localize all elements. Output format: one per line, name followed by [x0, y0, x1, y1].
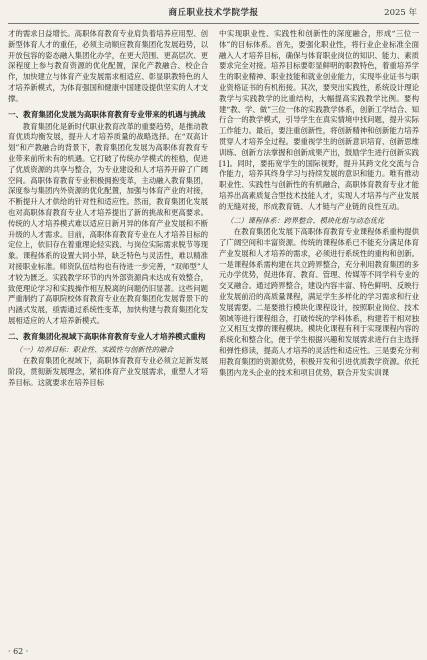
subsection-heading: （一）培养目标：职业性、实践性与创新性的融合: [15, 344, 174, 354]
journal-title: 商丘职业技术学院学报: [168, 8, 259, 18]
journal-year: 2025 年: [384, 8, 417, 18]
paragraph: 教育集团化是新时代职业教育改革的重要趋势，是推动教育优质均衡发展，提升人才培养质量的战略选择。在“双高计划”和产教融合的背景下，教育集团化发展为高职体育教育专业带来前所未有的机遇。它打破了传统办学模式的桎梏，促进了优质资源的共享与整合，为专业建设和人才培养开辟了广阔空间。高职体育教育专业积极拥抱变革，主动融入教育集团，深度参与集团内外资源的优化配置，加强与体育产业的对接，不断提升人才供给的针对性和适应性。然而，教育集团化发展也对高职体育教育专业人才培养提出了新的挑战和更高要求。传统的人才培养模式难以适应日新月异的体育产业发展和不断升级的人才需求。目前，高职体育教育专业在人才培养目标的定位上，依旧存在着重理论轻实践、与岗位实际需求脱节等现象。课程体系的设置大同小异，缺乏特色与灵活性，难以精准对接职业标准。师资队伍结构也有待进一步完善，“双师型”人才较为匮乏。实践教学环节的内外部资源尚未达成有效整合，致使理论学习和实践操作相互脱离的问题仍旧显著。这些问题严重制约了高职院校体育教育专业在教育集团化发展背景下的内涵式发展，亟需通过系统性变革，加快构建与教育集团化发展相适应的人才培养新模式。: [8, 121, 208, 325]
paragraph: 在教育集团化视域下，高职体育教育专业必须立足新发展阶段，贯彻新发展理念，紧扣体育产业发展需求，重塑人才培养目标。这就要求在培养目标: [8, 356, 208, 387]
subsection-heading: （二）课程体系：跨界整合、模块化组与动态优化: [226, 215, 385, 225]
section-heading: 一、教育集团化发展为高职体育教育专业带来的机遇与挑战: [8, 109, 206, 119]
right-column: [219, 29, 419, 378]
section-heading: 二、教育集团化视域下高职体育教育专业人才培养模式重构: [8, 331, 206, 341]
paragraph: 在教育集团化发展下高职体育教育专业课程体系重构提供了广阔空间和丰富资源。传统的课程体系已不能充分满足体育产业发展和人才培养的需求，必须进行系统性的重构和创新。一是课程体系需构建在共立跨界整合，充分利用教育集团的多元办学优势，促进体育、教育、管理、传媒等不同学科专业的交叉融合。通过跨界整合，建设内容丰富、特色鲜明、反映行业发展前沿的高质量课程，满足学生多样化的学习需求和行业发展需要。二是要推行模块化课程设计，按照职业岗位、技术领域等进行课程组合，打破传统的学科体系，构建若干相对独立又相互支撑的课程模块。模块化课程有利于实现课程内容的系统化和整合化，便于学生根据兴趣和发展需求进行自主选择和弹性修读，提高人才培养的灵活性和适应性。三是要充分利用教育集团的资源优势，积极开发和引进优质教学资源。依托集团内龙头企业的技术和项目优势，联合开发实训课: [219, 227, 419, 377]
left-column: [8, 29, 208, 389]
page-number: · 62 ·: [8, 647, 29, 656]
header-rule: [8, 23, 419, 24]
paragraph: 才的需求日益增长。高职体育教育专业肩负着培养应用型、创新型体育人才的重任，必须主动顺应教育集团化发展趋势，以开放包容的姿态融入集团化办学，在更大范围、更高层次、更深程度上参与教育资源的优化配置，深化产教融合、校企合作，加快建立与体育产业发展需求相适应、彰显职教特色的人才培养新模式，为体育强国和健康中国建设提供坚实的人才支撑。: [8, 29, 208, 103]
running-header: [0, 0, 427, 24]
paragraph: 中实现职业性、实践性和创新性的深度融合，形成“三位一体”的目标体系。首先，要强化职业性，将行业企业标准全面融入人才培养目标，确保与体育职业岗位的知识、能力、素质要求完全对接。培养目标要彰显鲜明的职教特色，着重培养学生的职业精神、职业技能和就业创业能力，实现毕业证书与职业资格证书的有机衔接。其次，要突出实践性，系统设计理论教学与实践教学的比重结构，大幅提高实践教学比例。要构建“教、学、做”三位一体的实践教学体系，创新工学结合、知行合一的教学模式，引导学生在真实情境中找问题，提升实际工作能力。最后，要注重创新性，将创新精神和创新能力培养贯穿人才培养全过程。要重视学生的创新意识培育、创新思维训练、创新方法掌握和创新成果产出，鼓励学生进行创新实践[1]。同时，要拓宽学生的国际视野，提升其跨文化交流与合作能力，培养其终身学习与持续发展的意识和能力。唯有推动职业性、实践性与创新性的有机融合，高职体育教育专业才能培养出高素质复合型技术技能人才，实现人才培养与产业发展的无缝对接，形成教育链、人才链与产业链的良性互动。: [219, 29, 419, 211]
